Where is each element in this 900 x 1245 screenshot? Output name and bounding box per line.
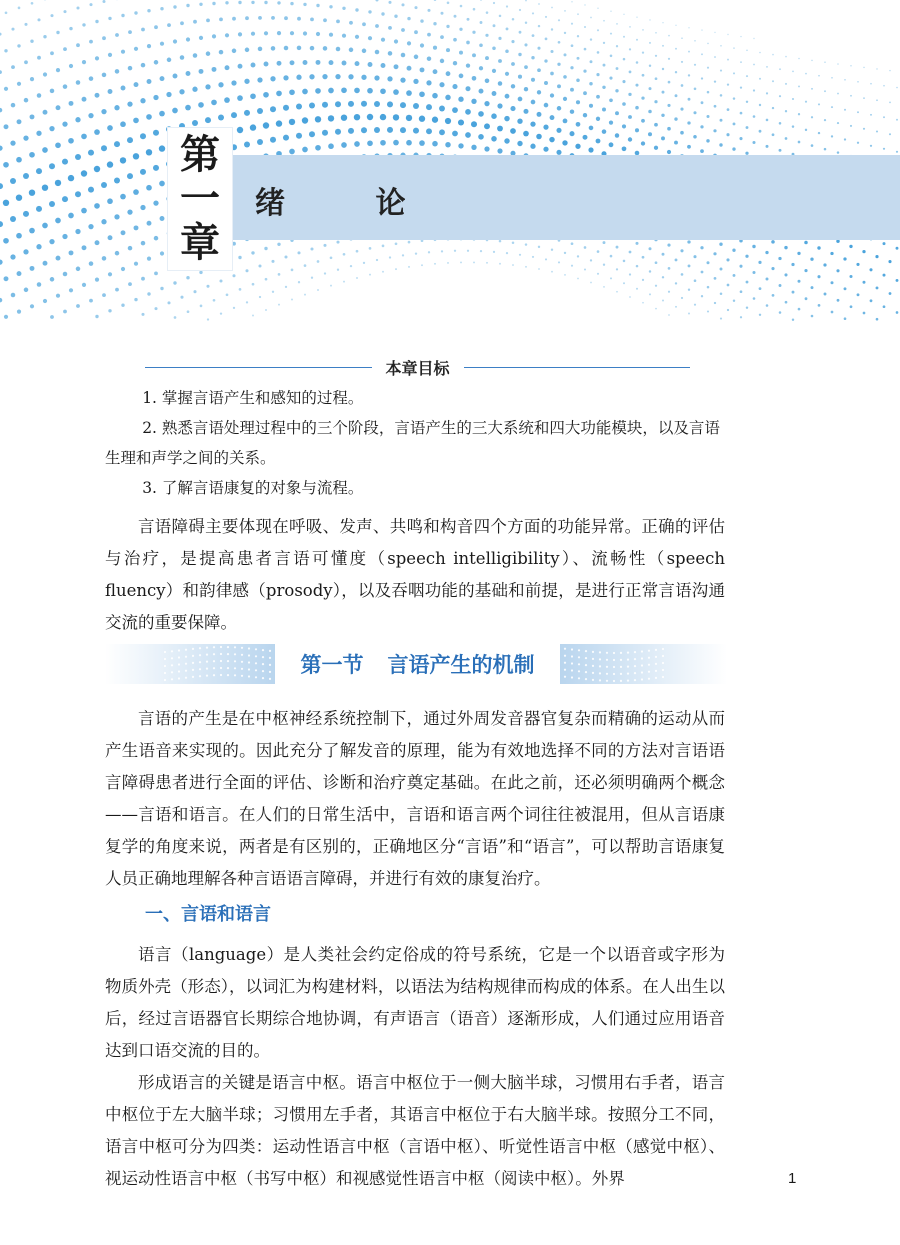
section-title (275, 645, 560, 683)
page-number: 1 (788, 1170, 797, 1187)
divider-right (464, 367, 691, 368)
divider-left (145, 367, 372, 368)
chapter-goals-header (145, 355, 690, 379)
section-paragraph-block (105, 703, 725, 895)
chapter-char-3: 章 (180, 220, 220, 266)
subsection-text (105, 939, 725, 1195)
chapter-goals-list (105, 383, 725, 503)
intro-paragraph-block (105, 511, 725, 639)
goal-item: 3. 了解言语康复的对象与流程。 (142, 479, 364, 497)
goal-item: 1. 掌握言语产生和感知的过程。 (142, 389, 364, 407)
section-number: 第一节 (300, 653, 364, 677)
chapter-char-2: 一 (180, 176, 220, 222)
subsection-paragraph: 语言（language）是人类社会约定俗成的符号系统，它是一个以语音或字形为物质外壳（形态），以词汇为构建材料，以语法为结构规律而构成的体系。在人出生以后，经过言语器官长期综合地协调，有声语言（语音）逐渐形成，人们通过应用语音达到口语交流的目的。 (105, 945, 725, 1060)
chapter-title: 绪 论 (255, 186, 446, 221)
section-paragraph: 言语的产生是在中枢神经系统控制下，通过外周发音器官复杂而精确的运动从而产生语音来实现的。因此充分了解发音的原理，能为有效地选择不同的方法对言语语言障碍患者进行全面的评估、诊断和治疗奠定基础。在此之前，还必须明确两个概念——言语和语言。在人们的日常生活中，言语和语言两个词往往被混用，但从言语康复学的角度来说，两者是有区别的，正确地区分“言语”和“语言”，可以帮助言语康复人员正确地理解各种言语语言障碍，并进行有效的康复治疗。 (105, 709, 725, 888)
goals-header-label: 本章目标 (385, 358, 450, 378)
chapter-number (168, 128, 232, 270)
chapter-char-1: 第 (180, 132, 220, 178)
goal-item: 2. 熟悉言语处理过程中的三个阶段，言语产生的三大系统和四大功能模块，以及言语生理和声学之间的关系。 (105, 419, 720, 467)
intro-paragraph: 言语障碍主要体现在呼吸、发声、共鸣和构音四个方面的功能异常。正确的评估与治疗，是提高患者言语可懂度（speech intelligibility）、流畅性（speech fluency）和韵律感（prosody），以及吞咽功能的基础和前提，是进行正常言语沟通交流的重要保障。 (105, 517, 725, 632)
subsection-heading: 一、言语和语言 (145, 904, 271, 925)
section-name: 言语产生的机制 (387, 653, 535, 677)
subsection-paragraph: 形成语言的关键是语言中枢。语言中枢位于一侧大脑半球，习惯用右手者，语言中枢位于左大脑半球；习惯用左手者，其语言中枢位于右大脑半球。按照分工不同，语言中枢可分为四类：运动性语言中枢（言语中枢）、听觉性语言中枢（感觉中枢）、视运动性语言中枢（书写中枢）和视感觉性语言中枢（阅读中枢）。外界 (105, 1073, 725, 1188)
